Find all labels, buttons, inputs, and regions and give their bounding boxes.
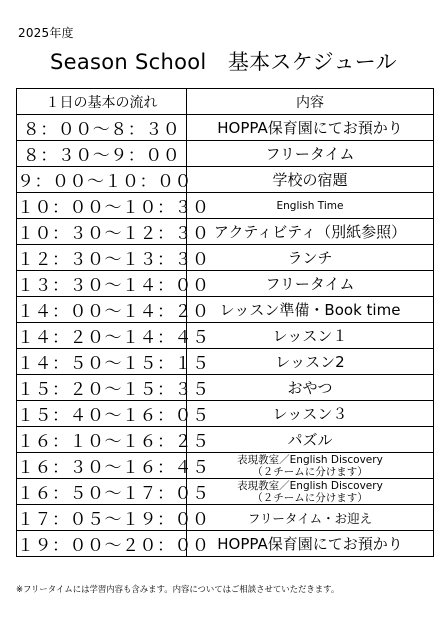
row-content: フリータイム xyxy=(187,141,434,167)
year-label: 2025年度 xyxy=(18,26,74,40)
table-row xyxy=(17,141,434,167)
row-content: HOPPA保育園にてお預かり xyxy=(187,531,434,557)
row-time: １４：５０〜１５：１５ xyxy=(17,349,187,375)
table-row xyxy=(17,245,434,271)
row-time: １４：００〜１４：２０ xyxy=(17,297,187,323)
table-row xyxy=(17,453,434,479)
row-time: １７：０５〜１９：００ xyxy=(17,505,187,531)
row-content: レッスン１ xyxy=(187,323,434,349)
table-row xyxy=(17,427,434,453)
row-time: ９：００〜１０：００ xyxy=(17,167,187,193)
row-content: おやつ xyxy=(187,375,434,401)
row-time: ８：３０〜９：００ xyxy=(17,141,187,167)
table-row xyxy=(17,115,434,141)
row-time: １６：５０〜１７：０５ xyxy=(17,479,187,505)
row-content: ランチ xyxy=(187,245,434,271)
table-row xyxy=(17,193,434,219)
row-time: １５：４０〜１６：０５ xyxy=(17,401,187,427)
schedule-table xyxy=(16,88,434,557)
row-time: １６：３０〜１６：４５ xyxy=(17,453,187,479)
row-time: １５：２０〜１５：３５ xyxy=(17,375,187,401)
row-content: 学校の宿題 xyxy=(187,167,434,193)
table-row xyxy=(17,167,434,193)
row-content: レッスン準備・Book time xyxy=(187,297,434,323)
header-time: １日の基本の流れ xyxy=(17,89,187,115)
table-row xyxy=(17,505,434,531)
row-time: １４：２０〜１４：４５ xyxy=(17,323,187,349)
table-row xyxy=(17,479,434,505)
row-content: フリータイム xyxy=(187,271,434,297)
table-row xyxy=(17,297,434,323)
row-time: １２：３０〜１３：３０ xyxy=(17,245,187,271)
row-time: １３：３０〜１４：００ xyxy=(17,271,187,297)
row-time: １６：１０〜１６：２５ xyxy=(17,427,187,453)
row-content: レッスン３ xyxy=(187,401,434,427)
row-time: １０：３０〜１２：３０ xyxy=(17,219,187,245)
header-content: 内容 xyxy=(187,89,434,115)
row-content: レッスン2 xyxy=(187,349,434,375)
table-row xyxy=(17,531,434,557)
row-content: 表現教室／English Discovery （２チームに分けます） xyxy=(187,453,434,479)
row-content: English Time xyxy=(187,193,434,219)
row-time: １０：００〜１０：３０ xyxy=(17,193,187,219)
row-time: １９：００〜２０：００ xyxy=(17,531,187,557)
row-content: パズル xyxy=(187,427,434,453)
row-content: 表現教室／English Discovery （２チームに分けます） xyxy=(187,479,434,505)
table-row xyxy=(17,375,434,401)
footnote: ※フリータイムには学習内容も含みます。内容についてはご相談させていただきます。 xyxy=(16,584,340,594)
row-content: アクティビティ（別紙参照） xyxy=(187,219,434,245)
table-row xyxy=(17,401,434,427)
table-row xyxy=(17,271,434,297)
row-time: ８：００〜８：３０ xyxy=(17,115,187,141)
table-row xyxy=(17,323,434,349)
row-content: HOPPA保育園にてお預かり xyxy=(187,115,434,141)
table-row xyxy=(17,219,434,245)
page-title: Season School 基本スケジュール xyxy=(50,50,397,74)
row-content: フリータイム・お迎え xyxy=(187,505,434,531)
table-header-row xyxy=(17,89,434,115)
table-row xyxy=(17,349,434,375)
